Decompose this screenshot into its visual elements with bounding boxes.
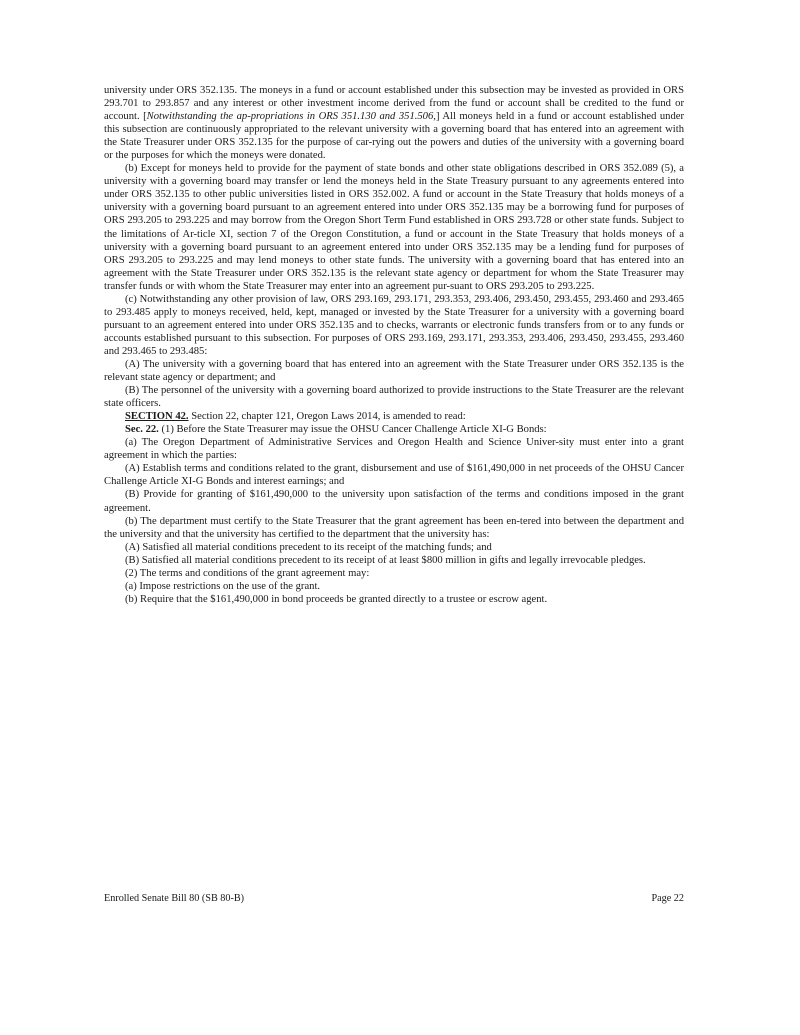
paragraph-1aB: (B) Provide for granting of $161,490,000 to the university upon satisfaction of the terms and conditions imposed in the grant agreement. (104, 489, 684, 514)
italic-text-run: Notwithstanding the ap-propriations in ORS 351.130 and 351.506, (146, 111, 436, 123)
text-run: ] All moneys held in a fund or account established under this subsection are continuously appropriated to the relevant university with a governing board that has entered into an agreement with the State Treasurer under ORS 352.135 for the purpose of car-rying out the powers and duties of the university with a governing board or the purposes for which the moneys were donated. (104, 111, 684, 162)
paragraph-B: (B) The personnel of the university with a governing board authorized to provide instructions to the State Treasurer are the relevant state officers. (104, 385, 684, 410)
paragraph-1b: (b) The department must certify to the State Treasurer that the grant agreement has been en-tered into between the department and the university and that the university has certified to the department that the university has: (104, 515, 684, 540)
paragraph-A: (A) The university with a governing board that has entered into an agreement with the State Treasurer under ORS 352.135 is the relevant state agency or department; and (104, 358, 684, 384)
paragraph-c: (c) Notwithstanding any other provision of law, ORS 293.169, 293.171, 293.353, 293.406, 293.450, 293.455, 293.460 and 293.465 to 293.485 apply to moneys received, held, kept, managed or invested by the State Treasurer for a university with a governing board pursuant to an agreement entered into under ORS 352.135 and to checks, warrants or electronic funds transfers from or to any funds or accounts established pursuant to this subsection. For purposes of ORS 293.169, 293.171, 293.353, 293.406, 293.450, 293.455, 293.460 and 293.465 to 293.485: (104, 293, 684, 357)
section-42 (104, 410, 684, 423)
section-text: Section 22, chapter 121, Oregon Laws 2014, is amended to read: (188, 411, 466, 423)
section-text: (1) Before the State Treasurer may issue the OHSU Cancer Challenge Article XI-G Bonds: (158, 424, 547, 436)
paragraph-1a: (a) The Oregon Department of Administrative Services and Oregon Health and Science Univer-sity must enter into a grant agreement in which the parties: (104, 437, 684, 462)
paragraph-2a: (a) Impose restrictions on the use of the grant. (125, 580, 321, 592)
footer-bill-title: Enrolled Senate Bill 80 (SB 80-B) (104, 893, 245, 904)
section-22 (104, 423, 684, 436)
paragraph-continued (104, 84, 684, 162)
paragraph-b: (b) Except for moneys held to provide for the payment of state bonds and other state obligations described in ORS 352.089 (5), a university with a governing board may transfer or lend the moneys held in the State Treasury pursuant to any agreements entered into under ORS 352.135 to other public universities listed in ORS 352.002. A fund or account in the State Treasury that holds moneys of a university with a governing board pursuant to an agreement entered into under ORS 352.135 may be a borrowing fund for purposes of ORS 293.205 to 293.225 and may borrow from the Oregon Short Term Fund established in ORS 293.728 or other state funds. Subject to the limitations of Ar-ticle XI, section 7 of the Oregon Constitution, a fund or account in the State Treasury that holds moneys of a university with a governing board pursuant to an agreement entered into under ORS 352.135 may be a lending fund for purposes of ORS 293.205 to 293.225 and may lend moneys to other state funds. The university with a governing board that has entered into an agreement with the State Treasurer under ORS 352.135 is the relevant state agency or department for whom the State Treasurer may transfer funds or with whom the State Treasurer may enter into an agreement pur-suant to ORS 293.205 to 293.225. (104, 163, 684, 292)
footer-page-number: Page 22 (651, 893, 684, 904)
page-footer (104, 893, 684, 904)
paragraph-2: (2) The terms and conditions of the grant agreement may: (125, 567, 370, 579)
paragraph-2b: (b) Require that the $161,490,000 in bond proceeds be granted directly to a trustee or escrow agent. (125, 593, 548, 605)
text-run: university under ORS 352.135. The moneys in a fund or account established under this subsection may be invested as provided in ORS 293.701 to 293.857 and any interest or other investment income derived from the fund or account shall be credited to the fund or account. [ (104, 85, 684, 123)
section-label: SECTION 42. (125, 411, 189, 423)
paragraph-1bA: (A) Satisfied all material conditions precedent to its receipt of the matching funds; and (125, 541, 492, 553)
document-body (104, 84, 684, 606)
section-label: Sec. 22. (125, 424, 159, 436)
paragraph-1aA: (A) Establish terms and conditions related to the grant, disbursement and use of $161,490,000 in net proceeds of the OHSU Cancer Challenge Article XI-G Bonds and interest earnings; and (104, 463, 684, 488)
paragraph-1bB: (B) Satisfied all material conditions precedent to its receipt of at least $800 million in gifts and legally irrevocable pledges. (125, 554, 646, 566)
